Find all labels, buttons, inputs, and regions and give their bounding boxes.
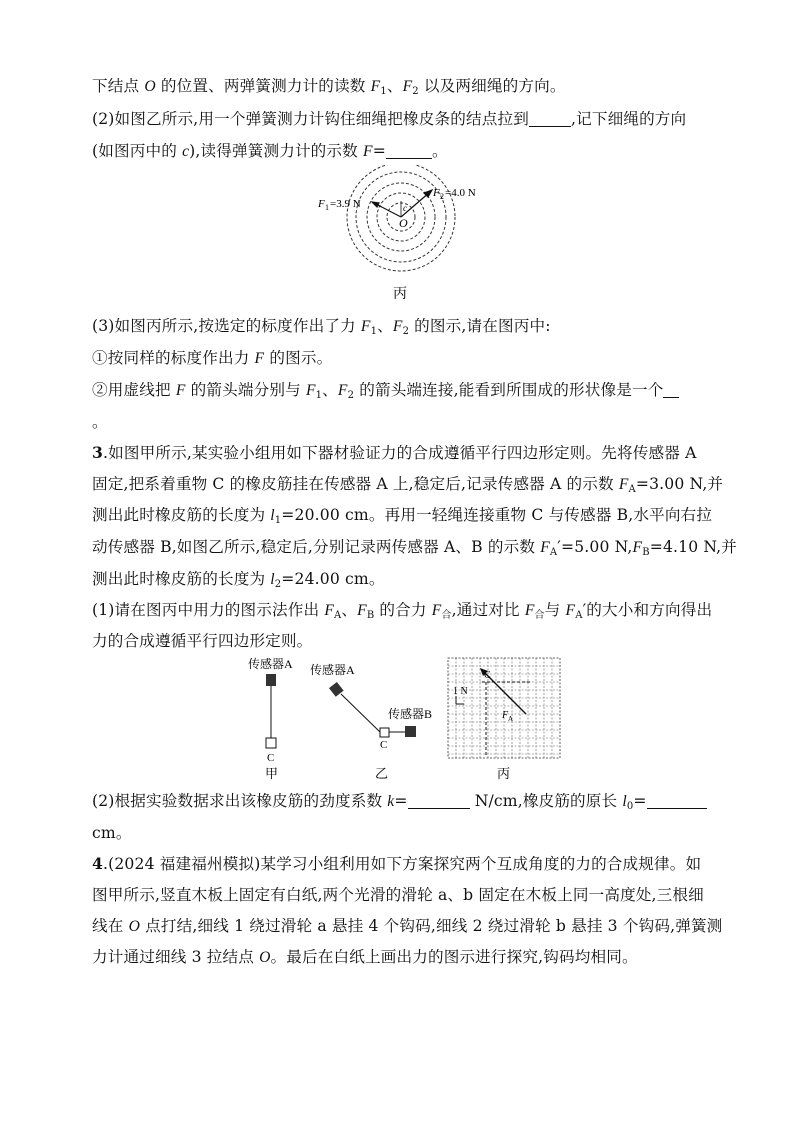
fa-sub: A [508, 715, 514, 723]
figure-caption: 丙 [393, 287, 407, 302]
text: N/cm,橡皮筋的原长 [469, 792, 623, 810]
sub: 2 [402, 326, 410, 337]
text: ,记下细绳的方向 [570, 110, 687, 128]
var: F [618, 476, 629, 493]
figure-caption: 丙 [497, 766, 511, 781]
sub: 2 [412, 86, 419, 97]
text: 线在 [92, 917, 129, 935]
var: F [540, 539, 550, 556]
answer-blank[interactable] [386, 143, 432, 159]
var: F [175, 382, 186, 399]
var: F [402, 78, 413, 95]
text: 动传感器 B,如图乙所示,稳定后,分别记录两传感器 A、B 的示数 [92, 538, 541, 556]
f1-label: F [318, 198, 325, 210]
text-line-13 [92, 598, 722, 623]
var: F [524, 602, 535, 619]
text: .如图甲所示,某实验小组用如下器材验证力的合成遵循平行四边形定则。先将传感器 A [103, 444, 697, 462]
var: O [259, 949, 271, 966]
text-line-8 [92, 441, 722, 465]
text: .(2024 福建福州模拟)某学习小组利用如下方案探究两个互成角度的力的合成规律。如 [103, 855, 702, 873]
text: 与 [544, 601, 566, 619]
text: 固定,把系着重物 C 的橡皮筋挂在传感器 A 上,稳定后,记录传感器 A 的示数 [92, 475, 619, 493]
text: = [372, 142, 386, 160]
sensor-b-label: 传感器B [388, 707, 433, 721]
text: =20.00 cm。再用一轻绳连接重物 C 与传感器 B,水平向右拉 [281, 506, 713, 524]
var: k [387, 793, 395, 810]
text-line-14 [92, 629, 722, 653]
text: 。 [431, 142, 448, 160]
text-line-7 [92, 410, 722, 434]
text: 测出此时橡皮筋的长度为 [92, 506, 271, 524]
var: F [565, 602, 576, 619]
text-line-3 [92, 139, 722, 164]
sub: 1 [380, 86, 387, 97]
var: l [270, 571, 275, 588]
text-line-16 [92, 821, 722, 845]
sensor-a-label: 传感器A [310, 663, 355, 677]
text: 下结点 [92, 77, 145, 95]
var: O [128, 918, 141, 935]
figure-bing [444, 652, 564, 782]
var: F [254, 350, 265, 367]
text: 测出此时橡皮筋的长度为 [92, 570, 271, 588]
text-line-19 [92, 914, 722, 939]
text: cm。 [92, 824, 132, 842]
weight-label: C [380, 739, 388, 751]
text-line-9 [92, 472, 722, 497]
var: F [337, 382, 348, 399]
answer-blank[interactable] [408, 793, 470, 809]
text: =4.10 N,并 [649, 538, 738, 556]
text: 、 [386, 77, 403, 95]
o-label: O [399, 216, 408, 230]
question-number: 3 [92, 443, 104, 462]
var: O [144, 78, 156, 95]
text-line-20 [92, 945, 722, 970]
fa-label: F [502, 710, 509, 721]
text: 。 [92, 413, 108, 431]
f2-sub: 2 [440, 192, 444, 201]
f2-label: F [433, 187, 440, 199]
answer-blank[interactable] [663, 382, 679, 398]
figure-caption: 乙 [375, 766, 389, 781]
text: 力的合成遵循平行四边形定则。 [92, 632, 313, 650]
var: F [360, 318, 371, 335]
text-line-5 [92, 346, 722, 371]
text: 的箭头端分别与 [185, 381, 306, 399]
sub: B [366, 610, 375, 621]
text: (如图丙中的 [92, 142, 183, 160]
text: 的箭头端连接,能看到所围成的形状像是一个 [354, 381, 664, 399]
sub: 1 [370, 326, 378, 337]
sub: 2 [274, 579, 282, 590]
text: ①按同样的标度作出力 [92, 349, 255, 367]
text: 、 [377, 317, 393, 335]
c-label: c [403, 203, 407, 213]
text: 、 [322, 381, 338, 399]
f1-sub: 1 [325, 203, 329, 212]
text: 力计通过细线 3 拉结点 [92, 948, 260, 966]
text: ′=5.00 N, [557, 538, 633, 556]
text: 以及两细绳的方向。 [418, 77, 566, 95]
text: =3.00 N,并 [635, 475, 724, 493]
text: (2)根据实验数据求出该橡皮筋的劲度系数 [92, 792, 388, 810]
sub: A [549, 547, 558, 558]
sub: 合 [441, 610, 452, 621]
f2-value: =4.0 N [445, 187, 476, 199]
text: 的图示,请在图丙中: [409, 317, 551, 335]
var: F [363, 143, 373, 160]
text: 的图示。 [264, 349, 333, 367]
sub: B [642, 547, 650, 558]
figure-circles [300, 165, 500, 305]
sub: 0 [626, 801, 634, 812]
text: 。最后在白纸上画出力的图示进行探究,钩码均相同。 [270, 948, 638, 966]
sub: 1 [315, 390, 323, 401]
text-line-2 [92, 107, 722, 131]
figure-yi [310, 652, 440, 782]
text-line-4 [92, 314, 722, 339]
c-label: C [484, 670, 491, 681]
text: (1)请在图丙中用力的图示法作出 [92, 601, 325, 619]
text: ),读得弹簧测力计的示数 [189, 142, 364, 160]
text: 点打结,细线 1 绕过滑轮 a 悬挂 4 个钩码,细线 2 绕过滑轮 b 悬挂 3 个钩码,弹簧测 [140, 917, 723, 935]
text: 、 [341, 601, 358, 619]
var: F [324, 602, 335, 619]
sub: 2 [347, 390, 355, 401]
f1-value: =3.9 N [330, 198, 361, 210]
text: (3)如图丙所示,按选定的标度作出了力 [92, 317, 361, 335]
figure-caption: 甲 [265, 766, 279, 781]
scale-label: 1 N [453, 686, 468, 697]
text-line-6 [92, 378, 722, 403]
sensor-a-label: 传感器A [248, 657, 293, 671]
var: F [370, 78, 381, 95]
text: 的位置、两弹簧测力计的读数 [155, 77, 371, 95]
answer-blank[interactable] [647, 793, 707, 809]
var: F [431, 602, 442, 619]
text-line-17 [92, 852, 722, 876]
var: F [357, 602, 367, 619]
text: ,通过对比 [451, 601, 525, 619]
sub: A [575, 610, 583, 621]
sub: 合 [534, 610, 545, 621]
text-line-15 [92, 789, 722, 814]
text-line-10 [92, 503, 722, 528]
text: 图甲所示,竖直木板上固定有白纸,两个光滑的滑轮 a、b 固定在木板上同一高度处,三根细 [92, 886, 704, 904]
text: =24.00 cm。 [281, 570, 385, 588]
text-line-1 [92, 74, 722, 99]
text-line-18 [92, 883, 722, 907]
sub: 1 [274, 515, 282, 526]
text: = [394, 792, 408, 810]
sub: A [334, 610, 342, 621]
text: (2)如图乙所示,用一个弹簧测力计钩住细绳把橡皮条的结点拉到 [92, 110, 529, 128]
answer-blank[interactable] [529, 111, 571, 127]
figure-jia [240, 652, 310, 782]
weight-label: C [267, 752, 275, 764]
var: F [632, 539, 643, 556]
text-line-11 [92, 535, 738, 560]
text: = [633, 792, 647, 810]
var: F [392, 318, 403, 335]
var: l [270, 507, 275, 524]
var: c [182, 143, 190, 160]
var: l [622, 793, 627, 810]
text: ②用虚线把 [92, 381, 176, 399]
sub: A [628, 484, 636, 495]
text: ′的大小和方向得出 [582, 601, 713, 619]
question-number: 4 [92, 854, 104, 873]
text-line-12 [92, 567, 722, 592]
var: F [305, 382, 316, 399]
text: 的合力 [374, 601, 432, 619]
